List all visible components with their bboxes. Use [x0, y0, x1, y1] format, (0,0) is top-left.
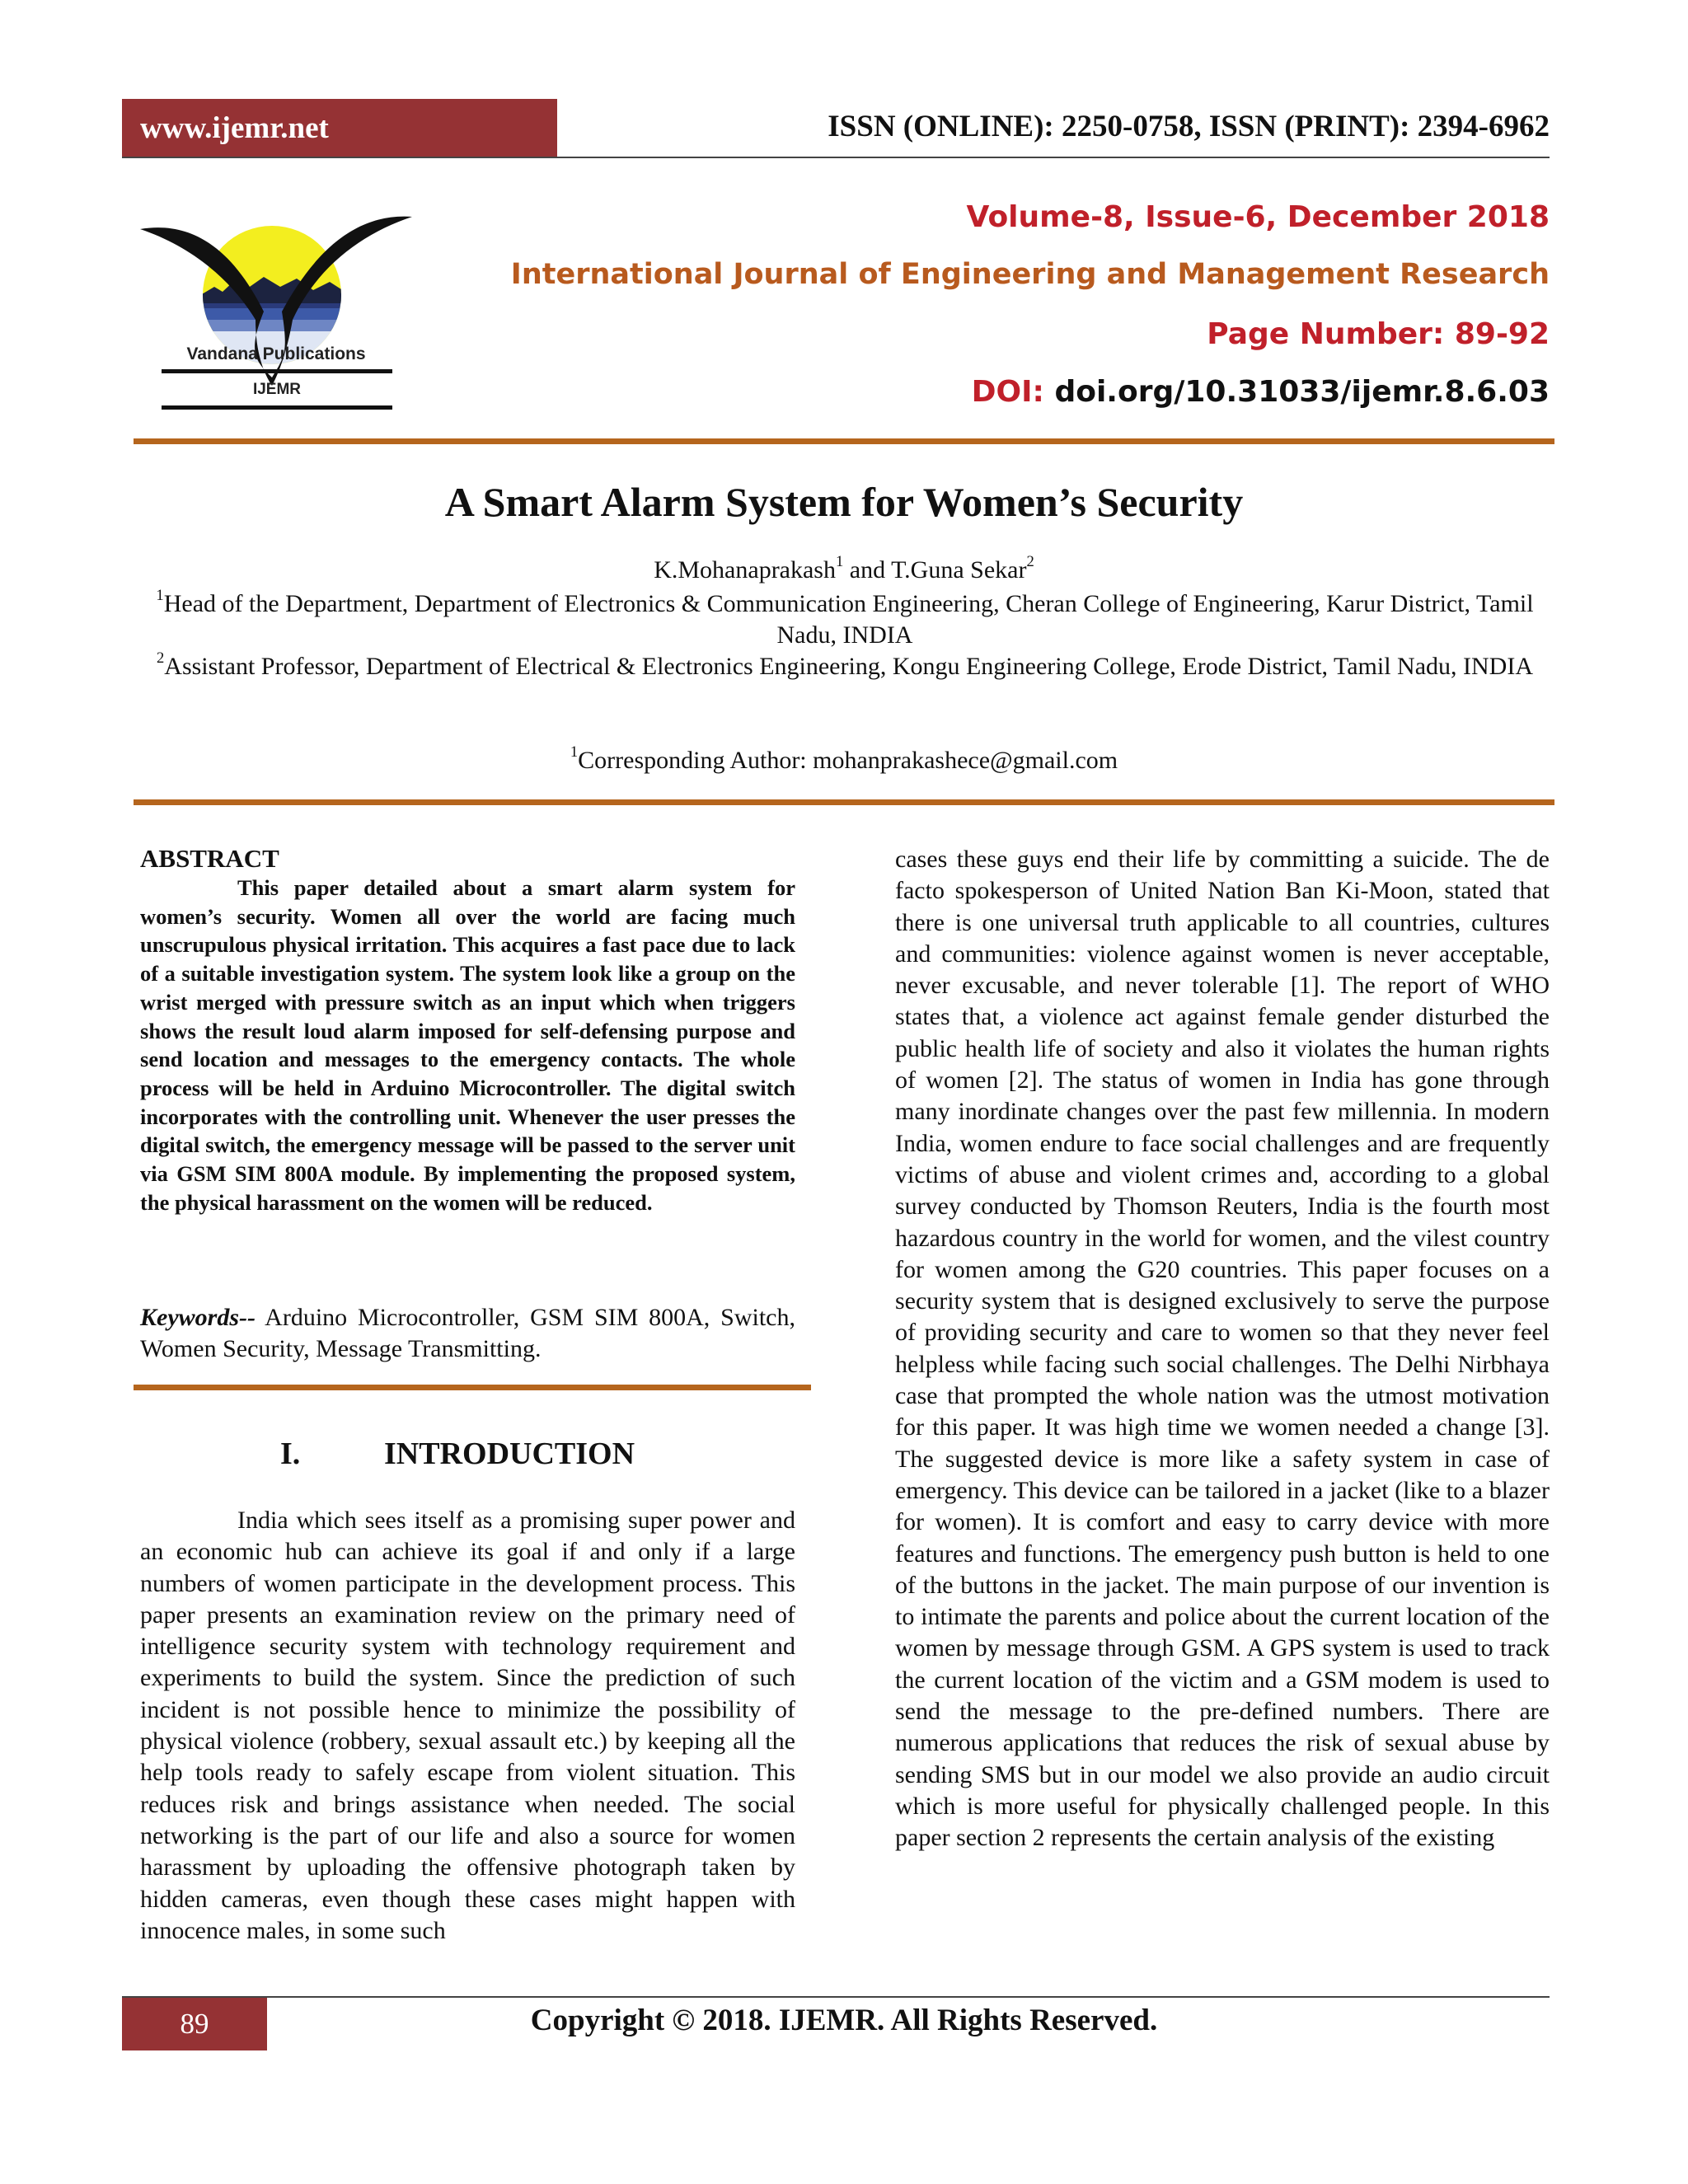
author-separator: and: [843, 556, 892, 583]
journal-volume: Volume-8, Issue-6, December 2018: [966, 200, 1550, 234]
header-divider: [122, 157, 1550, 158]
doi: [972, 375, 1550, 409]
header-rule: [134, 438, 1554, 444]
doi-link[interactable]: doi.org/10.31033/ijemr.8.6.03: [1054, 375, 1550, 409]
corresponding-author-text: Corresponding Author: mohanprakashece@gmail.com: [578, 747, 1118, 774]
affiliation-text: Assistant Professor, Department of Electrical & Electronics Engineering, Kongu Engineering College, Erode District, Tamil Nadu, INDIA: [164, 653, 1533, 680]
abstract-heading: ABSTRACT: [140, 844, 279, 873]
footer-divider: [122, 1996, 1550, 1998]
paper-title: A Smart Alarm System for Women’s Security: [444, 479, 1244, 525]
affiliation-marker: 1: [570, 743, 579, 762]
abstract-body: This paper detailed about a smart alarm system for women’s security. Women all over the world are facing much unscrupulous physical irritation. This acquires a fast pace due to lack of a suitable investigation system. The system look like a group on the wrist merged with pressure switch as an input which when triggers shows the result loud alarm imposed for self-defensing purpose and send location and messages to the emergency contacts. The whole process will be held in Arduino Microcontroller. The digital switch incorporates with the controlling unit. Whenever the user presses the digital switch, the emergency message will be passed to the server unit via GSM SIM 800A module. By implementing the proposed system, the physical harassment on the women will be reduced.: [140, 875, 795, 1215]
keywords-label: Keywords--: [140, 1304, 256, 1331]
publisher-name: Vandana Publications: [186, 344, 366, 363]
page-range: Page Number: 89-92: [1207, 317, 1550, 351]
logo-rule: [162, 405, 392, 410]
journal-name: International Journal of Engineering and Management Research: [510, 258, 1550, 291]
affiliation-marker: 1: [156, 587, 164, 605]
affiliation-marker: 2: [156, 649, 165, 668]
keywords-text: Arduino Microcontroller, GSM SIM 800A, Switch, Women Security, Message Transmitting.: [140, 1304, 795, 1362]
issn-text: ISSN (ONLINE): 2250-0758, ISSN (PRINT): 2394-6962: [828, 110, 1550, 143]
logo-rule: [162, 369, 392, 373]
keywords: [140, 1302, 795, 1365]
author-name: K.Mohanaprakash: [654, 556, 836, 583]
journal-abbreviation: IJEMR: [252, 381, 302, 398]
doi-label: DOI:: [971, 375, 1044, 409]
copyright: Copyright © 2018. IJEMR. All Rights Reserved.: [530, 2004, 1158, 2037]
affiliation-1: [132, 588, 1558, 651]
site-url-banner: [122, 99, 557, 157]
section-rule: [134, 799, 1554, 805]
section-heading: INTRODUCTION: [384, 1436, 635, 1471]
affiliation-marker: 1: [836, 553, 844, 571]
corresponding-author: [0, 743, 1688, 775]
affiliation-text: Head of the Department, Department of Electronics & Communication Engineering, Cheran College of Engineering, Karur District, Tamil Nadu, INDIA: [163, 590, 1534, 649]
page-number: 89: [180, 2008, 209, 2040]
section-number: I.: [280, 1436, 301, 1471]
author-list: [0, 553, 1688, 584]
introduction-left-text: India which sees itself as a promising super power and an economic hub can achieve its goal if and only if a large numbers of women participate in the development process. This paper presents an examination review on the primary need of intelligence security system with technology requirement and experiments to build the system. Since the prediction of such incident is not possible hence to minimize the possibility of physical violence (robbery, sexual assault etc.) by keeping all the help tools ready to safely escape from violent situation. This reduces risk and brings assistance when needed. The social networking is the part of our life and also a source for women harassment by uploading the offensive photograph taken by hidden cameras, even though these cases might happen with innocence males, in some such: [140, 1507, 795, 1944]
site-url[interactable]: www.ijemr.net: [140, 111, 329, 145]
affiliation-2: [132, 651, 1558, 682]
abstract-rule: [134, 1385, 811, 1390]
introduction-right-text: cases these guys end their life by committing a suicide. The de facto spokesperson of United Nation Ban Ki-Moon, stated that there is one universal truth applicable to all countries, cultures and communities: violence against women is never acceptable, never excusable, and never tolerable [1]. The report of WHO states that, a violence act against female gender disturbed the public health life of society and also it violates the human rights of women [2]. The status of women in India has gone through many inordinate changes over the past few millennia. In modern India, women endure to face social challenges and are frequently victims of abuse and violent crimes and, according to a global survey conducted by Thomson Reuters, India is the fourth most hazardous country in the world for women, and the vilest country for women among the G20 countries. This paper focuses on a security system that is designed exclusively to serve the purpose of providing security and care to women so that they never feel helpless while facing such social challenges. The Delhi Nirbhaya case that prompted the whole nation was the utmost motivation for this paper. It was high time we women needed a change [3]. The suggested device is more like a safety system in case of emergency. This device can be tailored in a jacket (like to a blazer for women). It is comfort and easy to carry device with more features and functions. The emergency push button is held to one of the buttons in the jacket. The main purpose of our invention is to intimate the parents and police about the current location of the women by message through GSM. A GPS system is used to track the current location of the victim and a GSM modem is used to send the message to the pre-defined numbers. There are numerous applications that reduces the risk of sexual abuse by sending SMS but in our model we also provide an audio circuit which is more useful for physically challenged people. In this paper section 2 represents the certain analysis of the existing: [895, 846, 1550, 1852]
author-name: T.Guna Sekar: [891, 556, 1027, 583]
affiliation-marker: 2: [1026, 553, 1034, 571]
